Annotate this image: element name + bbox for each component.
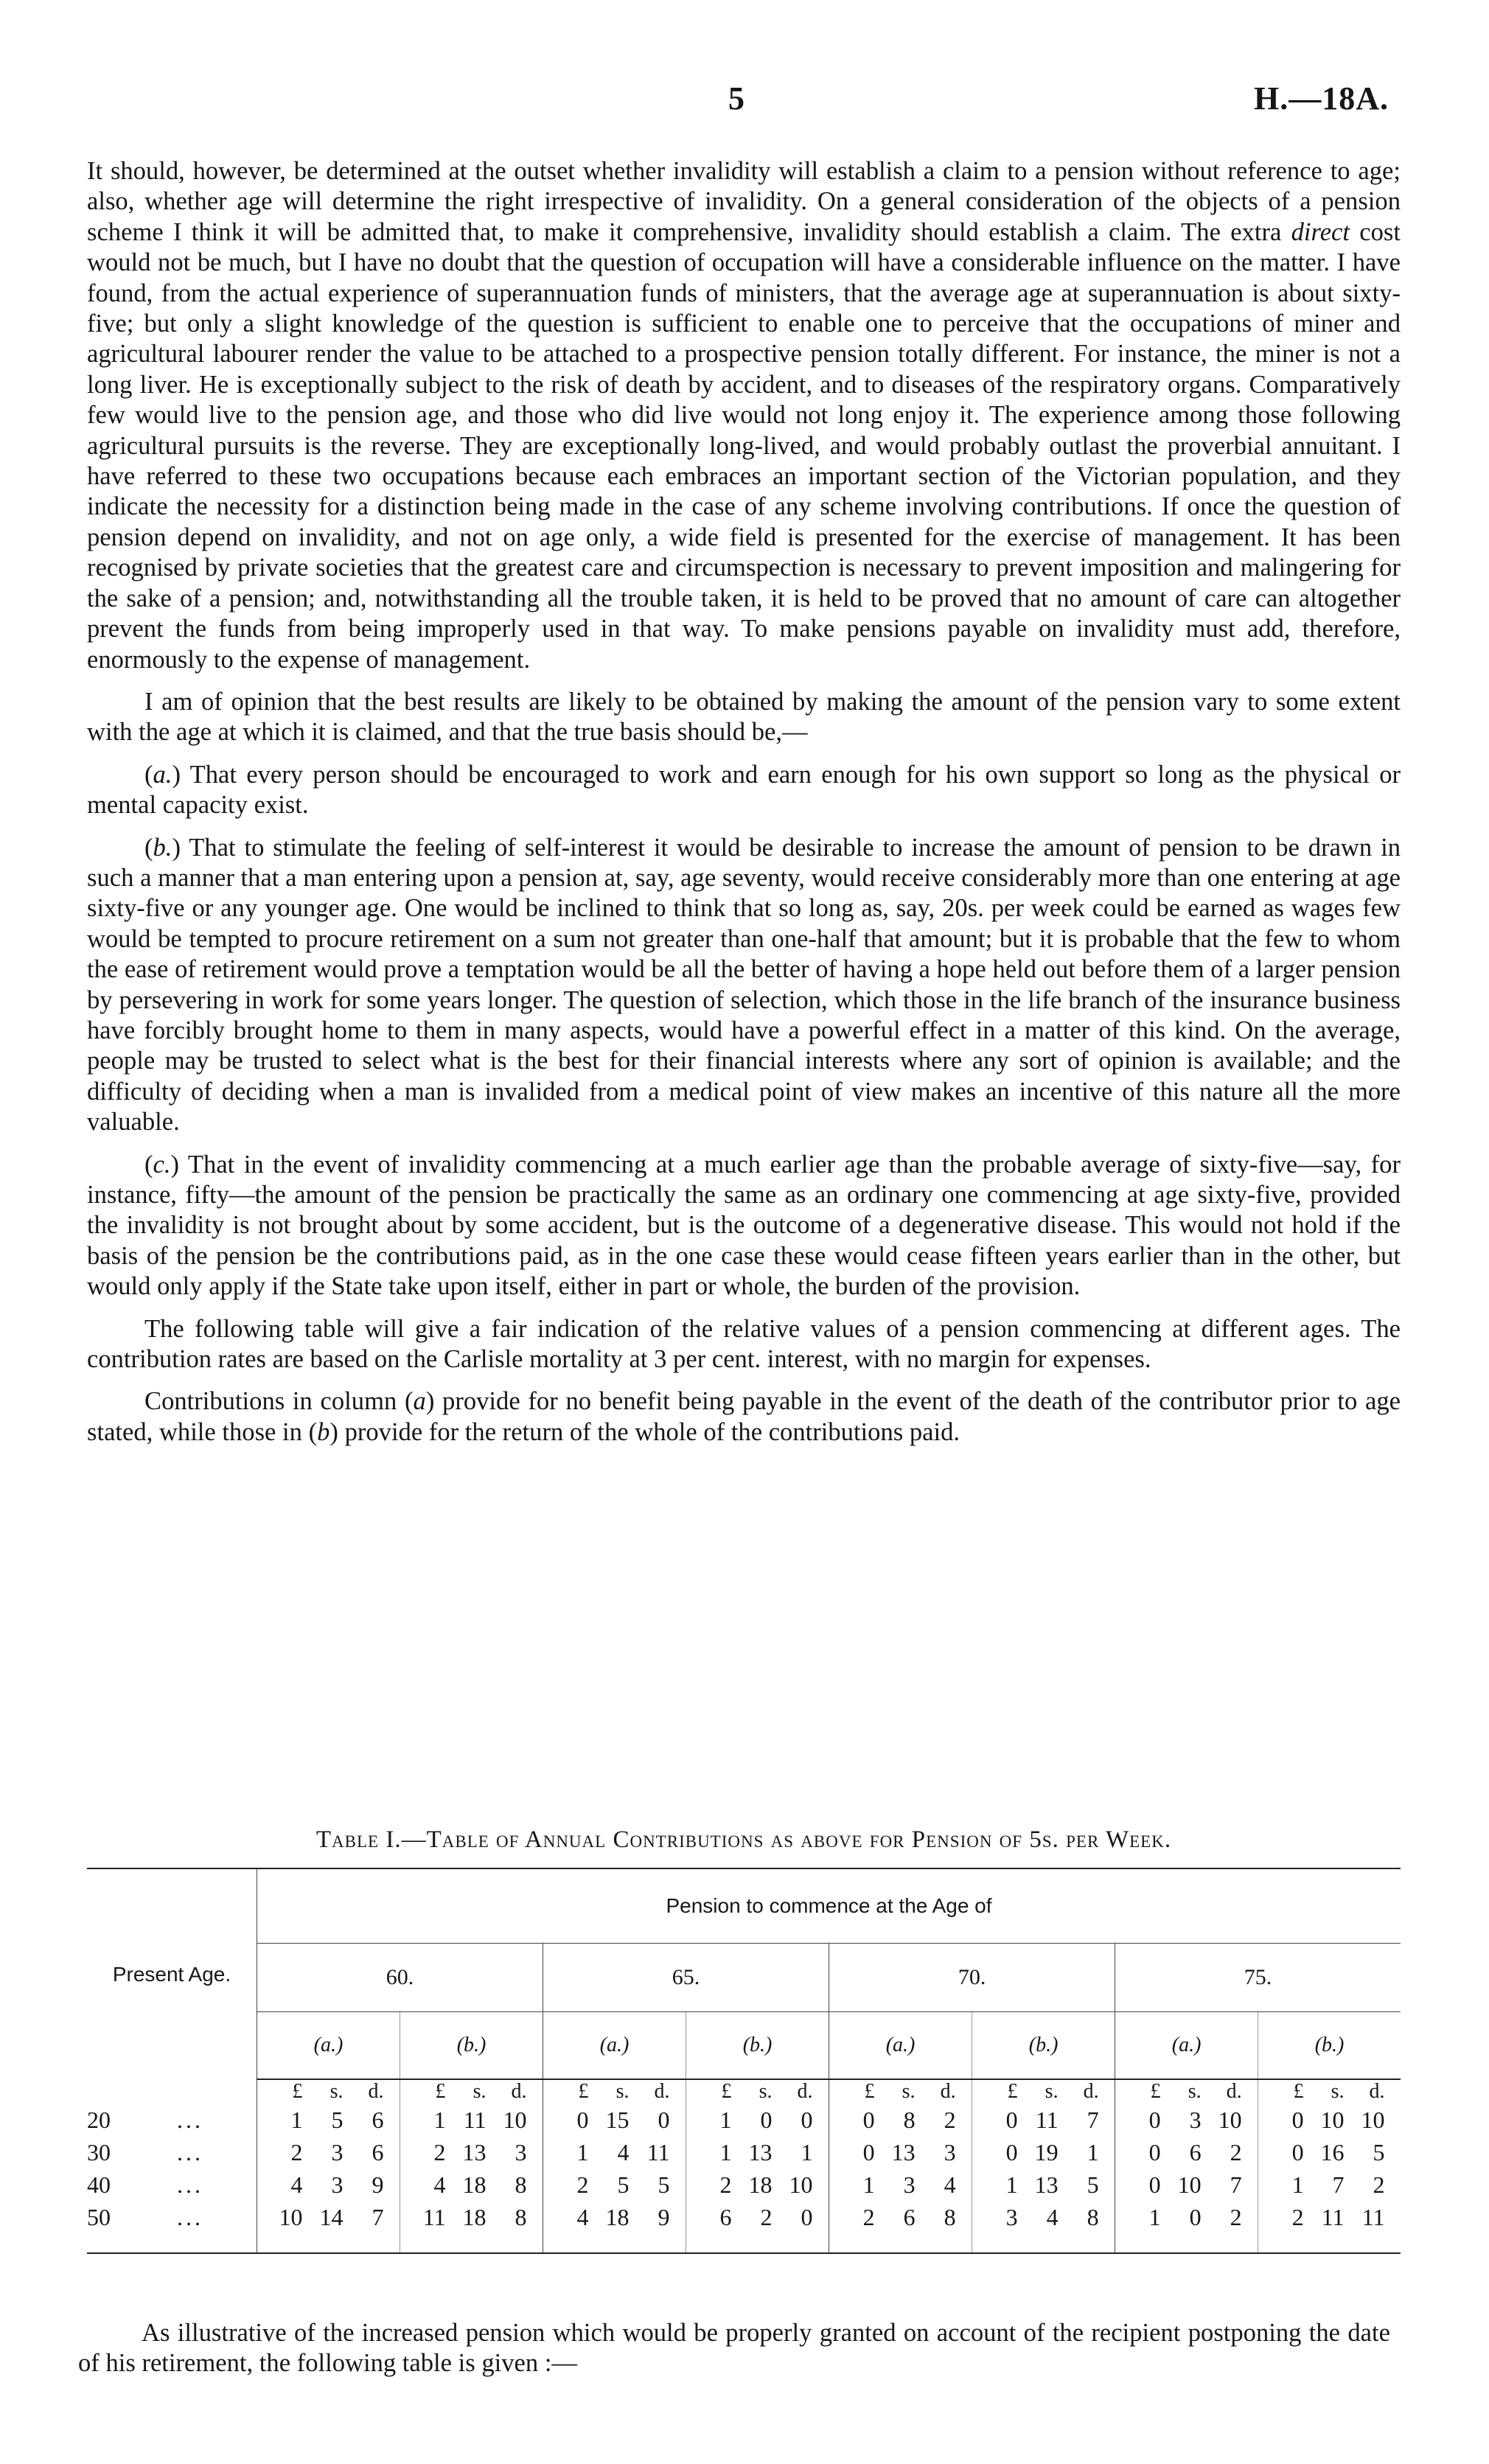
money-amount <box>400 2136 543 2168</box>
shillings-value: 11 <box>1035 2107 1059 2133</box>
money-amount <box>972 2168 1115 2201</box>
present-age-cell <box>87 2201 257 2233</box>
unit-label: s. <box>759 2080 773 2103</box>
money-amount <box>1258 2168 1401 2201</box>
present-age-cell <box>87 2104 257 2136</box>
unit-label: d. <box>797 2080 813 2103</box>
shillings-value: 13 <box>891 2139 916 2165</box>
present-age-value: 20 <box>87 2107 111 2133</box>
bottom-rule-cell <box>686 2233 829 2253</box>
pence-value: 6 <box>372 2107 384 2133</box>
shillings-value: 8 <box>903 2107 916 2133</box>
shillings-value: 16 <box>1320 2139 1345 2165</box>
shillings-value: 0 <box>760 2107 773 2133</box>
money-amount <box>400 2104 543 2136</box>
contribution-cell <box>543 2136 686 2168</box>
bottom-rule-cell <box>972 2233 1115 2253</box>
contribution-cell <box>1258 2104 1401 2136</box>
age-group-65: 65. <box>543 1944 829 2012</box>
pence-value: 1 <box>801 2139 813 2165</box>
contribution-cell <box>400 2201 543 2233</box>
present-age-cell <box>87 2136 257 2168</box>
bottom-rule-cell <box>1258 2233 1401 2253</box>
pence-value: 0 <box>658 2107 670 2133</box>
contribution-cell <box>400 2168 543 2201</box>
pounds-value: 1 <box>1291 2171 1304 2198</box>
pounds-value: 0 <box>1148 2171 1161 2198</box>
contribution-cell <box>543 2168 686 2201</box>
contribution-cell <box>1258 2136 1401 2168</box>
sub-column-75-a: (a.) <box>1115 2012 1258 2080</box>
table-row <box>87 2104 1401 2136</box>
pence-value: 3 <box>944 2139 956 2165</box>
pounds-value: 1 <box>290 2107 303 2133</box>
money-amount <box>686 2104 829 2136</box>
money-amount <box>972 2136 1115 2168</box>
contribution-cell <box>1115 2168 1258 2201</box>
pence-value: 2 <box>1230 2204 1242 2230</box>
contribution-cell <box>829 2168 972 2201</box>
age-group-70: 70. <box>829 1944 1115 2012</box>
pounds-value: 4 <box>576 2204 589 2230</box>
table-body <box>87 2079 1401 2253</box>
pounds-value: 0 <box>1291 2107 1304 2133</box>
bottom-rule-cell <box>829 2233 972 2253</box>
units-cell <box>543 2079 686 2104</box>
contribution-cell <box>829 2201 972 2233</box>
unit-label: s. <box>329 2080 344 2103</box>
contribution-cell <box>1115 2201 1258 2233</box>
units-row-spacer <box>87 2079 257 2104</box>
pounds-value: 1 <box>1148 2204 1161 2230</box>
pence-value: 11 <box>1361 2204 1385 2230</box>
unit-label: s. <box>1331 2080 1345 2103</box>
pence-value: 8 <box>515 2171 527 2198</box>
money-amount <box>1115 2201 1258 2233</box>
contribution-cell <box>257 2104 400 2136</box>
contribution-cell <box>257 2136 400 2168</box>
leader-dots: ... <box>177 2139 203 2165</box>
pounds-value: 0 <box>1148 2107 1161 2133</box>
body-text <box>87 156 1401 1459</box>
pounds-value: 2 <box>862 2204 875 2230</box>
sub-column-65-a: (a.) <box>543 2012 686 2080</box>
pence-value: 4 <box>944 2171 956 2198</box>
unit-label: d. <box>1083 2080 1099 2103</box>
sub-column-header-row <box>87 2012 1401 2080</box>
contribution-cell <box>257 2201 400 2233</box>
sub-column-60-a: (a.) <box>257 2012 400 2080</box>
pence-value: 5 <box>1087 2171 1099 2198</box>
money-amount <box>686 2201 829 2233</box>
shillings-value: 13 <box>462 2139 487 2165</box>
pounds-value: 0 <box>1148 2139 1161 2165</box>
unit-label: £ <box>578 2080 589 2103</box>
pounds-value: 1 <box>719 2107 732 2133</box>
units-group <box>400 2080 543 2104</box>
money-amount <box>972 2201 1115 2233</box>
bottom-rule-cell <box>400 2233 543 2253</box>
page-header <box>0 80 1489 124</box>
units-group <box>972 2080 1115 2104</box>
pounds-value: 0 <box>862 2107 875 2133</box>
units-cell <box>400 2079 543 2104</box>
money-amount <box>257 2168 400 2201</box>
pounds-value: 1 <box>1005 2171 1018 2198</box>
units-cell <box>686 2079 829 2104</box>
shillings-value: 13 <box>748 2139 773 2165</box>
pence-value: 5 <box>1373 2139 1385 2165</box>
units-group <box>829 2080 972 2104</box>
unit-label: £ <box>864 2080 875 2103</box>
contribution-cell <box>1115 2136 1258 2168</box>
units-group <box>1115 2080 1258 2104</box>
shillings-value: 3 <box>903 2171 916 2198</box>
table-row <box>87 2136 1401 2168</box>
table-bottom-rule <box>87 2233 1401 2253</box>
bottom-rule-cell <box>1115 2233 1258 2253</box>
contribution-cell <box>543 2104 686 2136</box>
contribution-cell <box>1115 2104 1258 2136</box>
pence-value: 10 <box>503 2107 527 2133</box>
paragraph-point-b: (b.) That to stimulate the feeling of self-interest it would be desirable to increase the amount of pension to be drawn in such a manner that a man entering upon a pension at, say, age seventy, would receive considerably more than one entering at age sixty-five or any younger age. One would be inclined to think that so long as, say, 20s. per week could be earned as wages few would be tempted to procure retirement on a sum not greater than one-half that amount; but it is probable that the few to whom the ease of retirement would prove a temptation would be all the better of having a hope held out before them of a larger pension by persevering in work for some years longer. The question of selection, which those in the life branch of the insurance business have forcibly brought home to them in many aspects, would have a powerful effect in a matter of this kind. On the average, people may be trusted to select what is the best for their financial interests where any sort of opinion is available; and the difficulty of deciding when a man is invalided from a medical point of view makes an incentive of this nature all the more valuable. <box>87 833 1401 1137</box>
shillings-value: 3 <box>331 2171 344 2198</box>
contribution-cell <box>1258 2201 1401 2233</box>
shillings-value: 10 <box>1320 2107 1345 2133</box>
units-cell <box>1258 2079 1401 2104</box>
units-group <box>543 2080 686 2104</box>
unit-label: £ <box>1150 2080 1161 2103</box>
money-amount <box>686 2168 829 2201</box>
paragraph-point-a: (a.) That every person should be encouraged to work and earn enough for his own support so long as the physical or mental capacity exist. <box>87 760 1401 820</box>
present-age-cell <box>87 2168 257 2201</box>
pounds-value: 3 <box>1005 2204 1018 2230</box>
pounds-value: 1 <box>862 2171 875 2198</box>
closing-paragraph: As illustrative of the increased pension which would be properly granted on account of the recipient postponing the date of his retirement, the following table is given :— <box>78 2319 1390 2378</box>
pounds-value: 10 <box>279 2204 303 2230</box>
pounds-value: 0 <box>1291 2139 1304 2165</box>
contribution-cell <box>972 2168 1115 2201</box>
unit-label: £ <box>721 2080 732 2103</box>
unit-label: £ <box>435 2080 446 2103</box>
shillings-value: 4 <box>1046 2204 1059 2230</box>
pence-value: 11 <box>646 2139 670 2165</box>
bottom-rule-cell <box>87 2233 257 2253</box>
money-amount <box>257 2136 400 2168</box>
pence-value: 8 <box>515 2204 527 2230</box>
table-title <box>87 1826 1401 1854</box>
pence-value: 8 <box>1087 2204 1099 2230</box>
contribution-cell <box>686 2201 829 2233</box>
pounds-value: 2 <box>433 2139 446 2165</box>
shillings-value: 18 <box>462 2204 487 2230</box>
contribution-cell <box>257 2168 400 2201</box>
unit-label: s. <box>1188 2080 1202 2103</box>
unit-label: s. <box>902 2080 916 2103</box>
pounds-value: 0 <box>576 2107 589 2133</box>
money-amount <box>829 2136 972 2168</box>
pounds-value: 4 <box>290 2171 303 2198</box>
leader-dots: ... <box>177 2204 203 2230</box>
money-amount <box>1115 2168 1258 2201</box>
sub-column-60-b: (b.) <box>400 2012 543 2080</box>
pounds-value: 2 <box>576 2171 589 2198</box>
money-amount <box>686 2136 829 2168</box>
age-group-75: 75. <box>1115 1944 1401 2012</box>
shillings-value: 0 <box>1189 2204 1202 2230</box>
table-row <box>87 2201 1401 2233</box>
pounds-value: 2 <box>1291 2204 1304 2230</box>
contributions-table <box>87 1868 1401 2254</box>
pounds-value: 4 <box>433 2171 446 2198</box>
contributions-table-wrapper <box>87 1868 1401 2254</box>
present-age-value: 40 <box>87 2171 111 2198</box>
contribution-cell <box>400 2136 543 2168</box>
unit-label: d. <box>1369 2080 1385 2103</box>
pounds-value: 0 <box>1005 2107 1018 2133</box>
table-title-prefix: Table I. <box>315 1826 402 1853</box>
money-amount <box>1115 2104 1258 2136</box>
pence-value: 5 <box>658 2171 670 2198</box>
units-row <box>87 2079 1401 2104</box>
pence-value: 7 <box>372 2204 384 2230</box>
pence-value: 9 <box>658 2204 670 2230</box>
unit-label: d. <box>940 2080 956 2103</box>
units-cell <box>972 2079 1115 2104</box>
contribution-cell <box>686 2136 829 2168</box>
contribution-cell <box>686 2168 829 2201</box>
shillings-value: 5 <box>617 2171 630 2198</box>
contribution-cell <box>400 2104 543 2136</box>
money-amount <box>543 2168 686 2201</box>
paragraph-opinion: I am of opinion that the best results are likely to be obtained by making the amount of the pension vary to some extent with the age at which it is claimed, and that the true basis should be,— <box>87 687 1401 747</box>
money-amount <box>257 2201 400 2233</box>
leader-dots: ... <box>177 2107 203 2133</box>
shillings-value: 13 <box>1034 2171 1059 2198</box>
shillings-value: 11 <box>1321 2204 1345 2230</box>
paragraph-invalidity: It should, however, be determined at the outset whether invalidity will establish a claim to a pension without reference to age; also, whether age will determine the right irrespective of invalidity. On a general consideration of the objects of a pension scheme I think it will be admitted that, to make it comprehensive, invalidity should establish a claim. The extra direct cost would not be much, but I have no doubt that the question of occupation will have a considerable influence on the matter. I have found, from the actual experience of superannuation funds of ministers, that the average age at superannuation is about sixty-five; but only a slight knowledge of the question is sufficient to enable one to perceive that the occupations of miner and agricultural labourer render the value to be attached to a prospective pension totally different. For instance, the miner is not a long liver. He is exceptionally subject to the risk of death by accident, and to diseases of the respiratory organs. Comparatively few would live to the pension age, and those who did live would not long enjoy it. The experience among those following agricultural pursuits is the reverse. They are exceptionally long-lived, and would probably outlast the proverbial annuitant. I have referred to these two occupations because each embraces an important section of the Victorian population, and they indicate the necessity for a distinction being made in the case of any scheme involving contributions. If once the question of pension depend on invalidity, and not on age only, a wide field is presented for the exercise of management. It has been recognised by private societies that the greatest care and circumspection is necessary to prevent imposition and malingering for the sake of a pension; and, notwithstanding all the trouble taken, it is held to be proved that no amount of care can altogether prevent the funds from being improperly used in that way. To make pensions payable on invalidity must add, therefore, enormously to the expense of management. <box>87 157 1401 674</box>
money-amount <box>400 2201 543 2233</box>
sub-column-65-b: (b.) <box>686 2012 829 2080</box>
pence-value: 7 <box>1230 2171 1242 2198</box>
shillings-value: 19 <box>1034 2139 1059 2165</box>
units-cell <box>829 2079 972 2104</box>
paragraph-columns-note: Contributions in column (a) provide for no benefit being payable in the event of the death of the contributor prior to age stated, while those in (b) provide for the return of the whole of the contributions paid. <box>87 1387 1401 1446</box>
pence-value: 1 <box>1087 2139 1099 2165</box>
bottom-rule-cell <box>543 2233 686 2253</box>
money-amount <box>1115 2136 1258 2168</box>
contribution-cell <box>686 2104 829 2136</box>
units-cell <box>257 2079 400 2104</box>
unit-label: s. <box>1045 2080 1059 2103</box>
money-amount <box>1258 2104 1401 2136</box>
age-group-60: 60. <box>257 1944 543 2012</box>
pence-value: 3 <box>515 2139 527 2165</box>
contribution-cell <box>972 2201 1115 2233</box>
unit-label: £ <box>1007 2080 1018 2103</box>
shillings-value: 18 <box>605 2204 630 2230</box>
shillings-value: 11 <box>463 2107 487 2133</box>
table-title-text: —Table of Annual Contributions as above for Pension of 5s. per Week. <box>401 1826 1172 1853</box>
pence-value: 8 <box>944 2204 956 2230</box>
unit-label: d. <box>511 2080 527 2103</box>
pence-value: 10 <box>789 2171 813 2198</box>
pence-value: 10 <box>1361 2107 1385 2133</box>
unit-label: £ <box>292 2080 303 2103</box>
pence-value: 0 <box>801 2204 813 2230</box>
money-amount <box>829 2168 972 2201</box>
shillings-value: 14 <box>319 2204 344 2230</box>
present-age-header: Present Age. <box>87 1868 257 2079</box>
paragraph-point-c: (c.) That in the event of invalidity commencing at a much earlier age than the probable average of sixty-five—say, for instance, fifty—the amount of the pension be practically the same as an ordinary one commencing at age sixty-five, provided the invalidity is not brought about by some accident, but is the outcome of a degenerative disease. This would not hold if the basis of the pension be the contributions paid, as in the one case these would cease fifteen years earlier than in the other, but would only apply if the State take upon itself, either in part or whole, the burden of the provision. <box>87 1150 1401 1301</box>
money-amount <box>543 2136 686 2168</box>
unit-label: d. <box>368 2080 384 2103</box>
unit-label: d. <box>1226 2080 1242 2103</box>
pence-value: 2 <box>944 2107 956 2133</box>
money-amount <box>829 2104 972 2136</box>
money-amount <box>543 2104 686 2136</box>
money-amount <box>400 2168 543 2201</box>
shillings-value: 10 <box>1177 2171 1202 2198</box>
pounds-value: 0 <box>1005 2139 1018 2165</box>
document-reference: H.—18A. <box>1254 80 1389 116</box>
pounds-value: 1 <box>433 2107 446 2133</box>
unit-label: d. <box>654 2080 670 2103</box>
shillings-value: 15 <box>605 2107 630 2133</box>
leader-dots: ... <box>177 2171 203 2198</box>
shillings-value: 3 <box>1189 2107 1202 2133</box>
sub-column-70-a: (a.) <box>829 2012 972 2080</box>
pounds-value: 2 <box>719 2171 732 2198</box>
pence-value: 9 <box>372 2171 384 2198</box>
unit-label: £ <box>1293 2080 1304 2103</box>
present-age-value: 30 <box>87 2139 111 2165</box>
money-amount <box>1258 2201 1401 2233</box>
pence-value: 10 <box>1218 2107 1242 2133</box>
bottom-rule-cell <box>257 2233 400 2253</box>
pounds-value: 1 <box>719 2139 732 2165</box>
pence-value: 2 <box>1230 2139 1242 2165</box>
closing-text <box>78 2318 1390 2379</box>
money-amount <box>543 2201 686 2233</box>
shillings-value: 5 <box>331 2107 344 2133</box>
units-group <box>1258 2080 1401 2104</box>
shillings-value: 2 <box>760 2204 773 2230</box>
units-group <box>686 2080 829 2104</box>
contribution-cell <box>543 2201 686 2233</box>
shillings-value: 6 <box>1189 2139 1202 2165</box>
shillings-value: 6 <box>903 2204 916 2230</box>
contribution-cell <box>1258 2168 1401 2201</box>
contribution-cell <box>829 2104 972 2136</box>
pounds-value: 0 <box>862 2139 875 2165</box>
unit-label: s. <box>472 2080 487 2103</box>
shillings-value: 7 <box>1332 2171 1345 2198</box>
contribution-cell <box>972 2136 1115 2168</box>
pounds-value: 1 <box>576 2139 589 2165</box>
shillings-value: 3 <box>331 2139 344 2165</box>
pence-value: 2 <box>1373 2171 1385 2198</box>
sub-column-70-b: (b.) <box>972 2012 1115 2080</box>
present-age-value: 50 <box>87 2204 111 2230</box>
table-row <box>87 2168 1401 2201</box>
contribution-cell <box>972 2104 1115 2136</box>
shillings-value: 18 <box>748 2171 773 2198</box>
pounds-value: 11 <box>422 2204 446 2230</box>
pence-value: 7 <box>1087 2107 1099 2133</box>
pence-value: 0 <box>801 2107 813 2133</box>
money-amount <box>972 2104 1115 2136</box>
pounds-value: 2 <box>290 2139 303 2165</box>
pension-commence-header: Pension to commence at the Age of <box>257 1868 1401 1944</box>
pounds-value: 6 <box>719 2204 732 2230</box>
units-cell <box>1115 2079 1258 2104</box>
shillings-value: 4 <box>617 2139 630 2165</box>
unit-label: s. <box>616 2080 630 2103</box>
pence-value: 6 <box>372 2139 384 2165</box>
sub-column-75-b: (b.) <box>1258 2012 1401 2080</box>
page-number: 5 <box>728 80 744 116</box>
shillings-value: 18 <box>462 2171 487 2198</box>
money-amount <box>829 2201 972 2233</box>
units-group <box>257 2080 400 2104</box>
money-amount <box>257 2104 400 2136</box>
paragraph-table-intro: The following table will give a fair indication of the relative values of a pension commencing at different ages. The contribution rates are based on the Carlisle mortality at 3 per cent. interest, with no margin for expenses. <box>87 1314 1401 1374</box>
contribution-cell <box>829 2136 972 2168</box>
money-amount <box>1258 2136 1401 2168</box>
